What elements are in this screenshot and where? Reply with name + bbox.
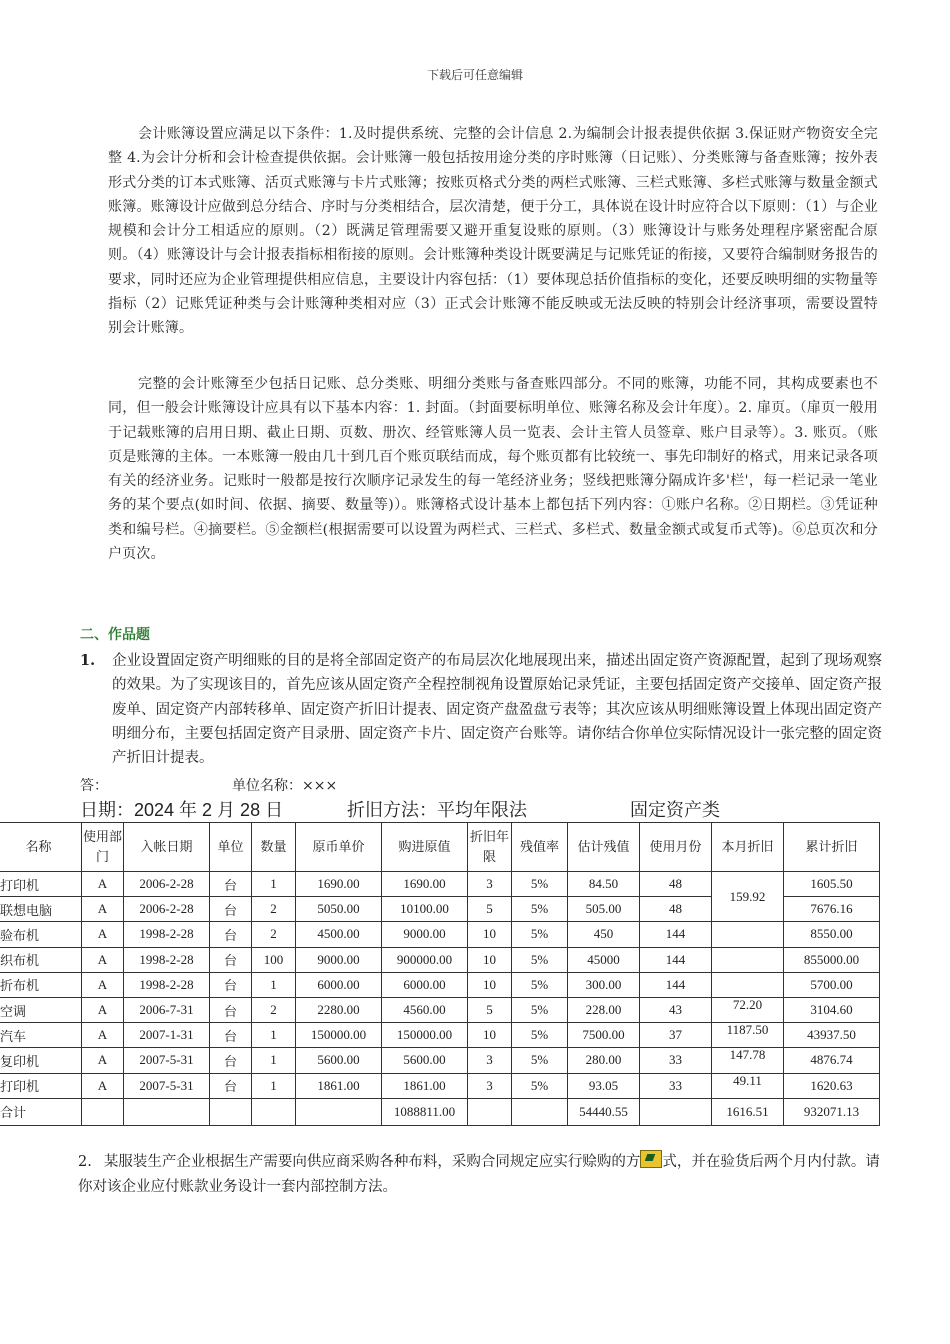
table-cell: 2007-5-31: [124, 1073, 210, 1098]
table-cell: 4560.00: [382, 997, 468, 1022]
date-label: 日期：2024 年 2 月 28 日: [80, 800, 284, 820]
total-cell: [252, 1098, 296, 1125]
table-cell: 5%: [512, 972, 568, 997]
header-cell: 购进原值: [382, 823, 468, 872]
question-1-text: 企业设置固定资产明细账的目的是将全部固定资产的布局层次化地展现出来，描述出固定资产资源配置，起到了现场观察的效果。为了实现该目的，首先应该从固定资产全程控制视角设置原始记录凭证，主要包括固定资产交接单、固定资产报废单、固定资产内部转移单、固定资产折旧计提表、固定资产盘盈盘亏表等；其次应该从明细账簿设置上体现出固定资产明细分布，主要包括固定资产目录册、固定资产卡片、固定资产台账等。请你结合你单位实际情况设计一张完整的固定资产折旧计提表。: [112, 653, 882, 767]
accumulated-depreciation-cell: 5700.00: [784, 972, 880, 997]
table-cell: 4500.00: [296, 922, 382, 947]
paragraph-2-text: 完整的会计账簿至少包括日记账、总分类账、明细分类账与备查账四部分。不同的账簿，功能不同，其构成要素也不同，但一般会计账簿设计应具有以下基本内容：1. 封面。（封面要标明单位、账簿名称及会计年度）。2. 扉页。（扉页一般用于记载账簿的启用日期、截止日期、页数、册次、经管账簿人员一览表、会计主管人员签章、账户目录等）。3. 账页。（账页是账簿的主体。一本账簿一般由几十到几百个账页联结而成，每个账页都有比较统一、事先印制好的格式，用来记录各项有关的经济业务。记账时一般都是按行次顺序记录发生的每一笔经济业务；竖线把账簿分隔成许多'栏'，每一栏记录一笔业务的某个要点(如时间、依据、摘要、数量等)）。账簿格式设计基本上都包括下列内容：①账户名称。②日期栏。③凭证种类和编号栏。④摘要栏。⑤金额栏(根据需要可以设置为两栏式、三栏式、多栏式、数量金额式或复币式等)。⑥总页次和分户页次。: [108, 376, 878, 563]
monthly-depreciation-cell: [712, 947, 784, 972]
table-cell: A: [82, 1048, 124, 1073]
table-cell: 台: [210, 1023, 252, 1048]
table-cell: 1: [252, 972, 296, 997]
asset-name-cell: 织布机: [0, 947, 82, 972]
table-row: [0, 947, 880, 972]
table-cell: 5%: [512, 897, 568, 922]
table-cell: 台: [210, 922, 252, 947]
table-cell: 5%: [512, 997, 568, 1022]
table-cell: 1: [252, 1048, 296, 1073]
accumulated-depreciation-cell: 1620.63: [784, 1073, 880, 1098]
header-cell: 残值率: [512, 823, 568, 872]
table-cell: 3: [468, 1073, 512, 1098]
header-cell: 名称: [0, 823, 82, 872]
monthly-depreciation-cell: 49.11: [712, 1073, 784, 1098]
table-cell: 2006-2-28: [124, 897, 210, 922]
table-cell: 6000.00: [382, 972, 468, 997]
table-cell: 280.00: [568, 1048, 640, 1073]
accumulated-depreciation-cell: 1605.50: [784, 872, 880, 897]
asset-name-cell: 折布机: [0, 972, 82, 997]
category-label: 固定资产类: [630, 800, 721, 820]
table-cell: A: [82, 1073, 124, 1098]
table-cell: 5050.00: [296, 897, 382, 922]
question-2-number: 2.: [78, 1154, 92, 1170]
asset-name-cell: 汽车: [0, 1023, 82, 1048]
table-cell: 2006-7-31: [124, 997, 210, 1022]
asset-name-cell: 验布机: [0, 922, 82, 947]
table-cell: 台: [210, 1048, 252, 1073]
question-2-text-a: 某服装生产企业根据生产需要向供应商采购各种布料，采购合同规定应实行赊购的方: [103, 1154, 641, 1170]
table-cell: A: [82, 947, 124, 972]
table-cell: 1861.00: [382, 1073, 468, 1098]
table-cell: 台: [210, 972, 252, 997]
table-cell: 5: [468, 897, 512, 922]
monthly-depreciation-cell: 147.78: [712, 1048, 784, 1073]
table-cell: 2: [252, 922, 296, 947]
table-cell: 5%: [512, 1073, 568, 1098]
header-cell: 折旧年限: [468, 823, 512, 872]
table-cell: 228.00: [568, 997, 640, 1022]
table-cell: 10: [468, 972, 512, 997]
table-cell: 10: [468, 1023, 512, 1048]
table-row: [0, 1048, 880, 1073]
accumulated-depreciation-cell: 7676.16: [784, 897, 880, 922]
header-cell: 入帐日期: [124, 823, 210, 872]
table-cell: 37: [640, 1023, 712, 1048]
paragraph-1: [108, 122, 878, 341]
header-cell: 使用部门: [82, 823, 124, 872]
table-cell: 144: [640, 947, 712, 972]
table-cell: 45000: [568, 947, 640, 972]
table-cell: 450: [568, 922, 640, 947]
monthly-depreciation-cell: 159.92: [712, 872, 784, 922]
table-cell: 1: [252, 872, 296, 897]
table-cell: 2: [252, 897, 296, 922]
table-cell: 1690.00: [296, 872, 382, 897]
question-1: [80, 649, 880, 770]
table-cell: 1998-2-28: [124, 972, 210, 997]
table-cell: 48: [640, 872, 712, 897]
table-cell: 1998-2-28: [124, 947, 210, 972]
table-cell: 2007-5-31: [124, 1048, 210, 1073]
total-cell: [210, 1098, 252, 1125]
asset-name-cell: 联想电脑: [0, 897, 82, 922]
table-cell: 台: [210, 1073, 252, 1098]
table-cell: 505.00: [568, 897, 640, 922]
table-row: [0, 922, 880, 947]
header-cell: 数量: [252, 823, 296, 872]
table-cell: 900000.00: [382, 947, 468, 972]
table-cell: 5%: [512, 1048, 568, 1073]
table-cell: 10: [468, 947, 512, 972]
table-meta-row: [80, 796, 720, 822]
table-cell: 10: [468, 922, 512, 947]
section-title: 二、作品题: [80, 627, 150, 643]
accumulated-depreciation-cell: 855000.00: [784, 947, 880, 972]
table-cell: 100: [252, 947, 296, 972]
table-cell: 1690.00: [382, 872, 468, 897]
asset-name-cell: 打印机: [0, 872, 82, 897]
total-cell: [640, 1098, 712, 1125]
depreciation-table: [0, 822, 880, 1126]
table-cell: A: [82, 897, 124, 922]
table-cell: 144: [640, 972, 712, 997]
table-cell: 43: [640, 997, 712, 1022]
table-cell: 2280.00: [296, 997, 382, 1022]
table-cell: 5%: [512, 947, 568, 972]
accumulated-depreciation-cell: 3104.60: [784, 997, 880, 1022]
table-cell: 33: [640, 1073, 712, 1098]
total-cell: 54440.55: [568, 1098, 640, 1125]
header-cell: 本月折旧: [712, 823, 784, 872]
total-label-cell: 合计: [0, 1098, 82, 1125]
asset-name-cell: 复印机: [0, 1048, 82, 1073]
table-cell: 1: [252, 1023, 296, 1048]
table-cell: 台: [210, 997, 252, 1022]
table-cell: 10100.00: [382, 897, 468, 922]
table-cell: A: [82, 872, 124, 897]
accumulated-depreciation-cell: 8550.00: [784, 922, 880, 947]
table-cell: 台: [210, 897, 252, 922]
table-cell: 5: [468, 997, 512, 1022]
table-cell: 1: [252, 1073, 296, 1098]
table-cell: 7500.00: [568, 1023, 640, 1048]
page-header: 下载后可任意编辑: [426, 68, 523, 82]
table-cell: 93.05: [568, 1073, 640, 1098]
monthly-depreciation-cell: [712, 922, 784, 947]
paragraph-2: [108, 372, 878, 566]
total-cell: [512, 1098, 568, 1125]
unit-name: 单位名称：×××: [232, 778, 338, 794]
table-row: [0, 872, 880, 897]
table-row: [0, 1073, 880, 1098]
table-cell: 5%: [512, 1023, 568, 1048]
table-cell: 2006-2-28: [124, 872, 210, 897]
header-cell: 单位: [210, 823, 252, 872]
total-cell: [468, 1098, 512, 1125]
table-total-row: [0, 1098, 880, 1125]
table-cell: 150000.00: [296, 1023, 382, 1048]
embedded-object-icon[interactable]: [640, 1150, 662, 1168]
question-2: [78, 1150, 888, 1200]
header-cell: 累计折旧: [784, 823, 880, 872]
table-header-row: [0, 823, 880, 872]
table-cell: 1998-2-28: [124, 922, 210, 947]
table-cell: 150000.00: [382, 1023, 468, 1048]
total-cell: 1088811.00: [382, 1098, 468, 1125]
table-cell: 300.00: [568, 972, 640, 997]
table-cell: 6000.00: [296, 972, 382, 997]
table-cell: 9000.00: [296, 947, 382, 972]
total-cell: 1616.51: [712, 1098, 784, 1125]
table-row: [0, 972, 880, 997]
total-cell: 932071.13: [784, 1098, 880, 1125]
total-cell: [82, 1098, 124, 1125]
question-1-number: 1.: [80, 652, 96, 669]
question-2-text-b: 式，并在验货后两个月内付款。请你对该企业应付账款业务设计一套内部控制方法。: [78, 1154, 880, 1195]
asset-name-cell: 空调: [0, 997, 82, 1022]
table-cell: 5%: [512, 872, 568, 897]
answer-label: 答：: [80, 778, 108, 794]
total-cell: [124, 1098, 210, 1125]
paragraph-1-text: 会计账簿设置应满足以下条件：1.及时提供系统、完整的会计信息 2.为编制会计报表提供依据 3.保证财产物资安全完整 4.为会计分析和会计检查提供依据。会计账簿一般包括按用途分类的序时账簿（日记账）、分类账簿与备查账簿；按外表形式分类的订本式账簿、活页式账簿与卡片式账簿；按账页格式分类的两栏式账簿、三栏式账簿、多栏式账簿与数量金额式账簿。账簿设计应做到总分结合、序时与分类相结合，层次清楚，便于分工，具体说在设计时应符合以下原则：（1）与企业规模和会计分工相适应的原则。（2）既满足管理需要又避开重复设账的原则。（3）账簿设计与账务处理程序紧密配合原则。（4）账簿设计与会计报表指标相衔接的原则。会计账簿种类设计既要满足与记账凭证的衔接，又要符合编制财务报告的要求，同时还应为企业管理提供相应信息，主要设计内容包括：（1）要体现总括价值指标的变化，还要反映明细的实物量等指标（2）记账凭证种类与会计账簿种类相对应（3）正式会计账簿不能反映或无法反映的特别会计经济事项，需要设置特别会计账簿。: [108, 126, 878, 337]
table-cell: 144: [640, 922, 712, 947]
header-cell: 原币单价: [296, 823, 382, 872]
table-cell: 84.50: [568, 872, 640, 897]
monthly-depreciation-cell: 1187.50: [712, 1023, 784, 1048]
table-cell: 5600.00: [296, 1048, 382, 1073]
header-cell: 估计残值: [568, 823, 640, 872]
table-cell: 1861.00: [296, 1073, 382, 1098]
table-cell: 5600.00: [382, 1048, 468, 1073]
table-cell: A: [82, 1023, 124, 1048]
accumulated-depreciation-cell: 4876.74: [784, 1048, 880, 1073]
table-cell: 3: [468, 872, 512, 897]
method-label: 折旧方法：平均年限法: [347, 800, 528, 820]
accumulated-depreciation-cell: 43937.50: [784, 1023, 880, 1048]
monthly-depreciation-cell: 72.20: [712, 997, 784, 1022]
asset-name-cell: 打印机: [0, 1073, 82, 1098]
table-cell: A: [82, 972, 124, 997]
table-cell: 台: [210, 947, 252, 972]
total-cell: [296, 1098, 382, 1125]
monthly-depreciation-cell: [712, 972, 784, 997]
table-row: [0, 1023, 880, 1048]
table-cell: 台: [210, 872, 252, 897]
table-cell: 5%: [512, 922, 568, 947]
table-cell: 2: [252, 997, 296, 1022]
table-cell: 48: [640, 897, 712, 922]
header-cell: 使用月份: [640, 823, 712, 872]
table-cell: 9000.00: [382, 922, 468, 947]
table-cell: 33: [640, 1048, 712, 1073]
table-cell: A: [82, 997, 124, 1022]
answer-row: [80, 775, 338, 795]
table-cell: 3: [468, 1048, 512, 1073]
table-cell: 2007-1-31: [124, 1023, 210, 1048]
table-row: [0, 997, 880, 1022]
table-cell: A: [82, 922, 124, 947]
